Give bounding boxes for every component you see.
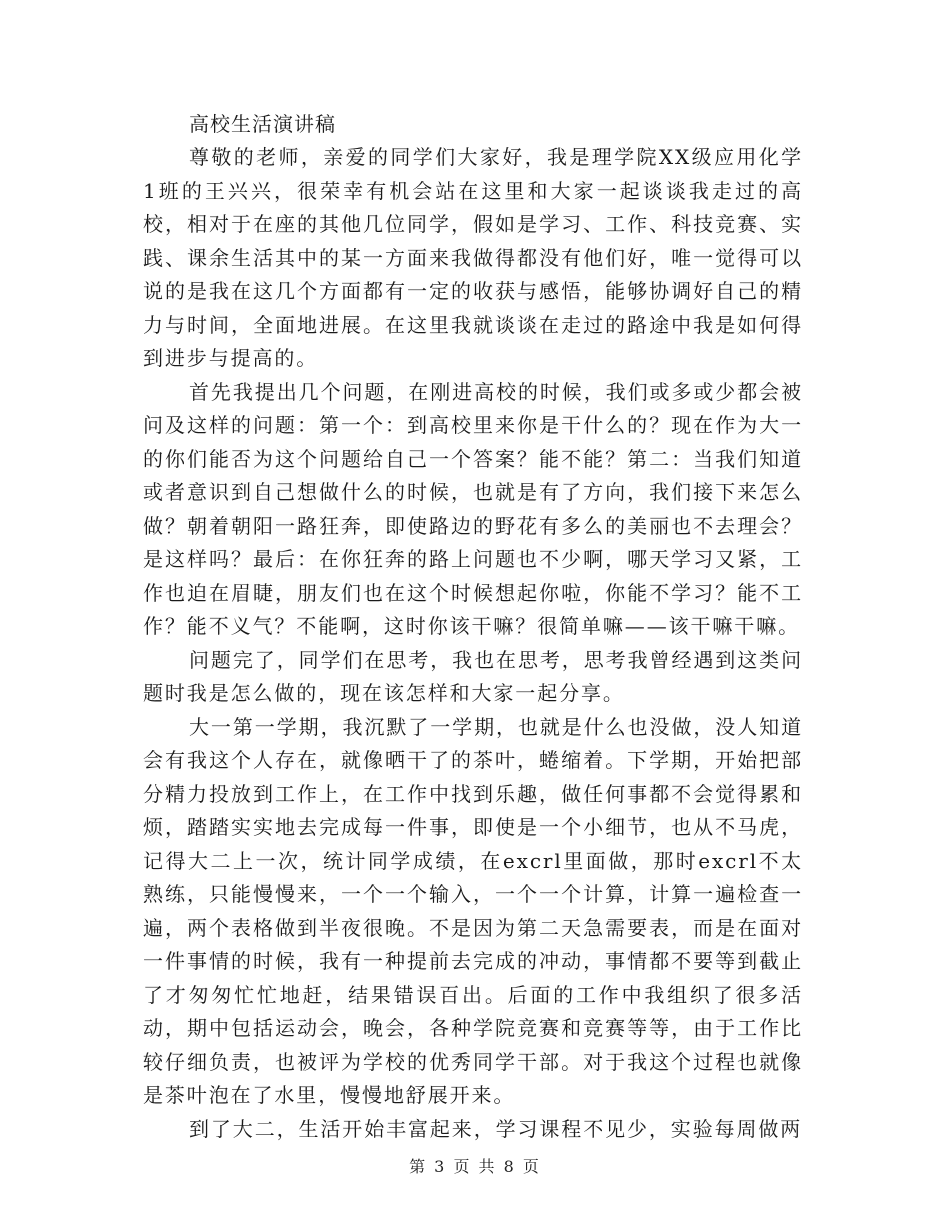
paragraph-3: 问题完了，同学们在思考，我也在思考，思考我曾经遇到这类问题时我是怎么做的，现在该怎样和大家一起分享。 [143, 647, 803, 705]
paragraph-1: 尊敬的老师，亲爱的同学们大家好，我是理学院XX级应用化学1班的王兴兴，很荣幸有机会站在这里和大家一起谈谈我走过的高校，相对于在座的其他几位同学，假如是学习、工作、科技竞赛、实践、课余生活其中的某一方面来我做得都没有他们好，唯一觉得可以说的是我在这几个方面都有一定的收获与感悟，能够协调好自己的精力与时间，全面地进展。在这里我就谈谈在走过的路途中我是如何得到进步与提高的。 [143, 145, 803, 370]
paragraph-2: 首先我提出几个问题，在刚进高校的时候，我们或多或少都会被问及这样的问题：第一个：到高校里来你是干什么的？现在作为大一的你们能否为这个问题给自己一个答案？能不能？第二：当我们知道或者意识到自己想做什么的时候，也就是有了方向，我们接下来怎么做？朝着朝阳一路狂奔，即使路边的野花有多么的美丽也不去理会？是这样吗？最后：在你狂奔的路上问题也不少啊，哪天学习又紧，工作也迫在眉睫，朋友们也在这个时候想起你啦，你能不学习？能不工作？能不义气？不能啊，这时你该干嘛？很简单嘛——该干嘛干嘛。 [143, 379, 803, 638]
document-body [143, 108, 803, 1146]
document-title: 高校生活演讲稿 [189, 112, 336, 136]
paragraph-4: 大一第一学期，我沉默了一学期，也就是什么也没做，没人知道会有我这个人存在，就像晒干了的茶叶，蜷缩着。下学期，开始把部分精力投放到工作上，在工作中找到乐趣，做任何事都不会觉得累和烦，踏踏实实地去完成每一件事，即使是一个小细节，也从不马虎，记得大二上一次，统计同学成绩，在excrl里面做，那时excrl不太熟练，只能慢慢来，一个一个输入，一个一个计算，计算一遍检查一遍，两个表格做到半夜很晚。不是因为第二天急需要表，而是在面对一件事情的时候，我有一种提前去完成的冲动，事情都不要等到截止了才匆匆忙忙地赶，结果错误百出。后面的工作中我组织了很多活动，期中包括运动会，晚会，各种学院竞赛和竞赛等等，由于工作比较仔细负责，也被评为学校的优秀同学干部。对于我这个过程也就像是茶叶泡在了水里，慢慢地舒展开来。 [143, 714, 803, 1107]
paragraph-5: 到了大二，生活开始丰富起来，学习课程不见少，实验每周做两 [189, 1116, 803, 1141]
page-number-footer: 第 3 页 共 8 页 [409, 1157, 541, 1176]
